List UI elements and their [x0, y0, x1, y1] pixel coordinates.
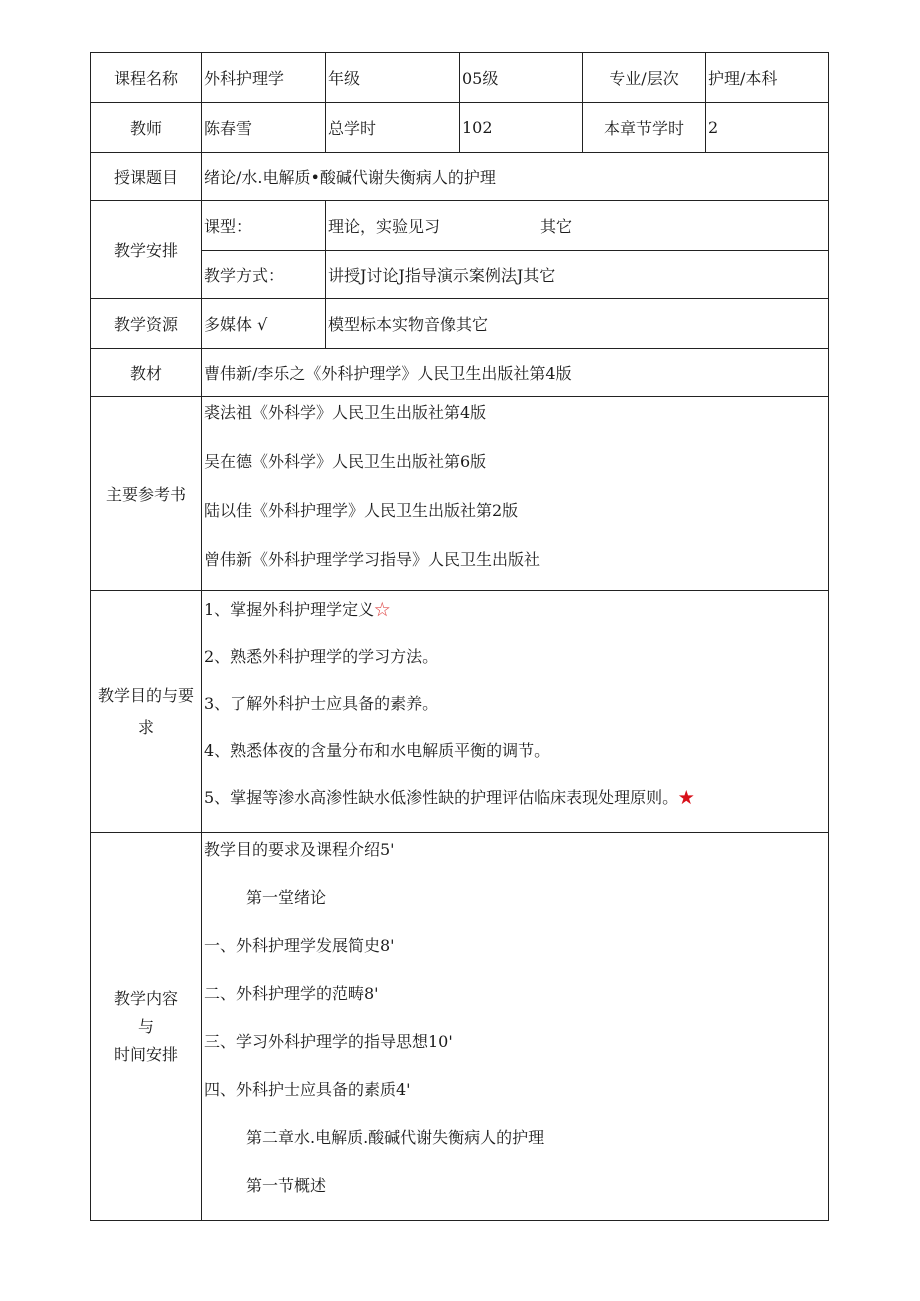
- star-filled-icon: ★: [678, 788, 695, 807]
- lesson-type-other: 其它: [540, 217, 573, 236]
- row-textbook: [91, 349, 829, 397]
- resources-others: 模型标本实物音像其它: [326, 299, 829, 349]
- row-objectives: [91, 591, 829, 833]
- reference-item: 裘法祖《外科学》人民卫生出版社第4版: [204, 403, 487, 422]
- objective-text: 5、掌握等渗水高渗性缺水低渗性缺的护理评估临床表现处理原则。: [204, 788, 679, 807]
- grade-label: 年级: [326, 53, 460, 103]
- method-label: 教学方式：: [202, 251, 326, 299]
- reference-item: 陆以佳《外科护理学》人民卫生出版社第2版: [204, 501, 519, 520]
- objective-item: 3、了解外科护士应具备的素养。: [204, 694, 439, 713]
- content-line: 教学目的要求及课程介绍5': [204, 840, 395, 859]
- objectives-label: [91, 591, 202, 833]
- topic-label: 授课题目: [91, 153, 202, 201]
- total-hours-label: 总学时: [326, 103, 460, 153]
- method-value: 讲授J讨论J指导演示案例法J其它: [326, 251, 829, 299]
- row-topic: [91, 153, 829, 201]
- references-label: 主要参考书: [91, 397, 202, 591]
- objective-item: 2、熟悉外科护理学的学习方法。: [204, 647, 439, 666]
- content-line: 四、外科护士应具备的素质4': [204, 1080, 411, 1099]
- arrangement-label: 教学安排: [91, 201, 202, 299]
- content-line: 二、外科护理学的范畴8': [204, 984, 379, 1003]
- row-resources: [91, 299, 829, 349]
- content-list: [202, 833, 829, 1221]
- chapter-hours-value: 2: [706, 103, 829, 153]
- lesson-type-label: 课型：: [202, 201, 326, 251]
- textbook-value: 曹伟新/李乐之《外科护理学》人民卫生出版社第4版: [202, 349, 829, 397]
- objectives-label-line1: 教学目的与要: [97, 685, 194, 705]
- content-line: 一、外科护理学发展简史8': [204, 936, 395, 955]
- row-course: [91, 53, 829, 103]
- content-heading: 第一堂绪论: [246, 888, 327, 907]
- chapter-hours-label: 本章节学时: [583, 103, 706, 153]
- course-plan-table: [90, 52, 829, 1221]
- objective-item: 4、熟悉体夜的含量分布和水电解质平衡的调节。: [204, 741, 551, 760]
- teacher-value: 陈春雪: [202, 103, 326, 153]
- content-label-line2: 与: [137, 1016, 154, 1036]
- grade-value: 05级: [460, 53, 583, 103]
- content-label: [91, 833, 202, 1221]
- course-plan-sheet: [90, 52, 828, 1221]
- major-value: 护理/本科: [706, 53, 829, 103]
- resources-label: 教学资源: [91, 299, 202, 349]
- course-value: 外科护理学: [202, 53, 326, 103]
- objective-text: 1、掌握外科护理学定义: [204, 600, 375, 619]
- row-references: [91, 397, 829, 591]
- topic-value: 绪论/水.电解质•酸碱代谢失衡病人的护理: [202, 153, 829, 201]
- major-label: 专业/层次: [583, 53, 706, 103]
- content-line: 三、学习外科护理学的指导思想10': [204, 1032, 453, 1051]
- star-outline-icon: ☆: [374, 600, 391, 619]
- reference-item: 吴在德《外科学》人民卫生出版社第6版: [204, 452, 487, 471]
- reference-item: 曾伟新《外科护理学学习指导》人民卫生出版社: [204, 550, 541, 569]
- content-label-line3: 时间安排: [113, 1044, 178, 1064]
- lesson-type-value: [326, 201, 829, 251]
- resources-media: 多媒体 √: [202, 299, 326, 349]
- content-heading: 第一节概述: [246, 1176, 327, 1195]
- content-heading: 第二章水.电解质.酸碱代谢失衡病人的护理: [246, 1128, 545, 1147]
- row-content: [91, 833, 829, 1221]
- total-hours-value: 102: [460, 103, 583, 153]
- references-list: [202, 397, 829, 591]
- row-teacher: [91, 103, 829, 153]
- teacher-label: 教师: [91, 103, 202, 153]
- objectives-label-line2: 求: [137, 717, 154, 737]
- row-arrangement-type: [91, 201, 829, 251]
- textbook-label: 教材: [91, 349, 202, 397]
- objective-item: [204, 597, 826, 644]
- lesson-type-options: 理论，实验见习: [328, 217, 441, 236]
- course-label: 课程名称: [91, 53, 202, 103]
- row-arrangement-method: [91, 251, 829, 299]
- objective-item: [204, 785, 826, 825]
- content-label-line1: 教学内容: [113, 988, 178, 1008]
- objectives-list: [202, 591, 829, 833]
